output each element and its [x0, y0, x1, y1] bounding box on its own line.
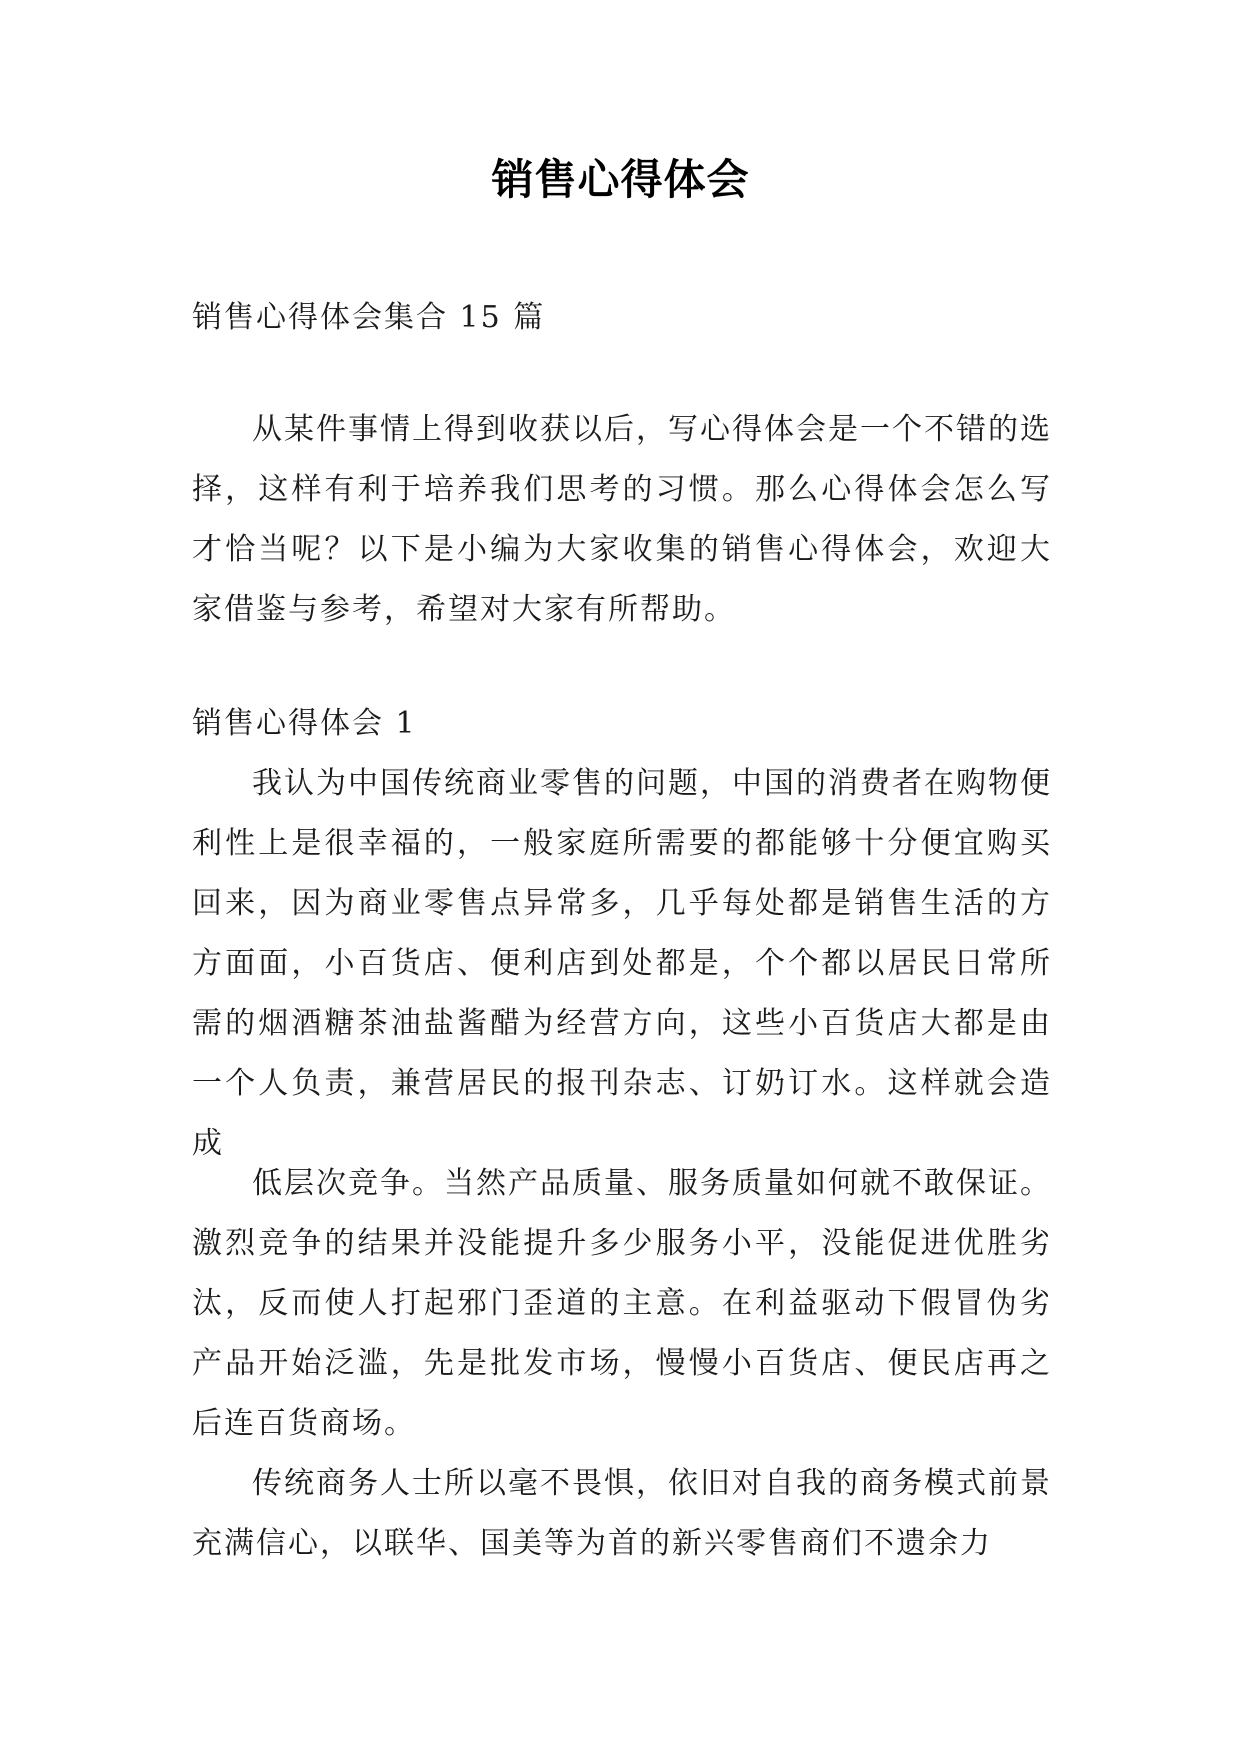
intro-paragraph: 从某件事情上得到收获以后，写心得体会是一个不错的选择，这样有利于培养我们思考的习惯。那么心得体会怎么写才恰当呢？以下是小编为大家收集的销售心得体会，欢迎大家借鉴与参考，希望对大家有所帮助。: [192, 412, 1052, 627]
section-heading: 销售心得体会 1: [192, 706, 417, 741]
body-paragraph: 传统商务人士所以毫不畏惧，依旧对自我的商务模式前景充满信心，以联华、国美等为首的新兴零售商们不遗余力: [192, 1466, 1052, 1561]
body-paragraph: 低层次竞争。当然产品质量、服务质量如何就不敢保证。激烈竞争的结果并没能提升多少服务小平，没能促进优胜劣汰，反而使人打起邪门歪道的主意。在利益驱动下假冒伪劣产品开始泛滥，先是批发市场，慢慢小百货店、便民店再之后连百货商场。: [192, 1166, 1052, 1441]
page-title: 销售心得体会: [491, 155, 750, 204]
collection-subtitle: 销售心得体会集合 15 篇: [192, 300, 546, 335]
body-paragraph: 我认为中国传统商业零售的问题，中国的消费者在购物便利性上是很幸福的，一般家庭所需要的都能够十分便宜购买回来，因为商业零售点异常多，几乎每处都是销售生活的方方面面，小百货店、便利店到处都是，个个都以居民日常所需的烟酒糖茶油盐酱醋为经营方向，这些小百货店大都是由一个人负责，兼营居民的报刊杂志、订奶订水。这样就会造成: [192, 766, 1052, 1161]
